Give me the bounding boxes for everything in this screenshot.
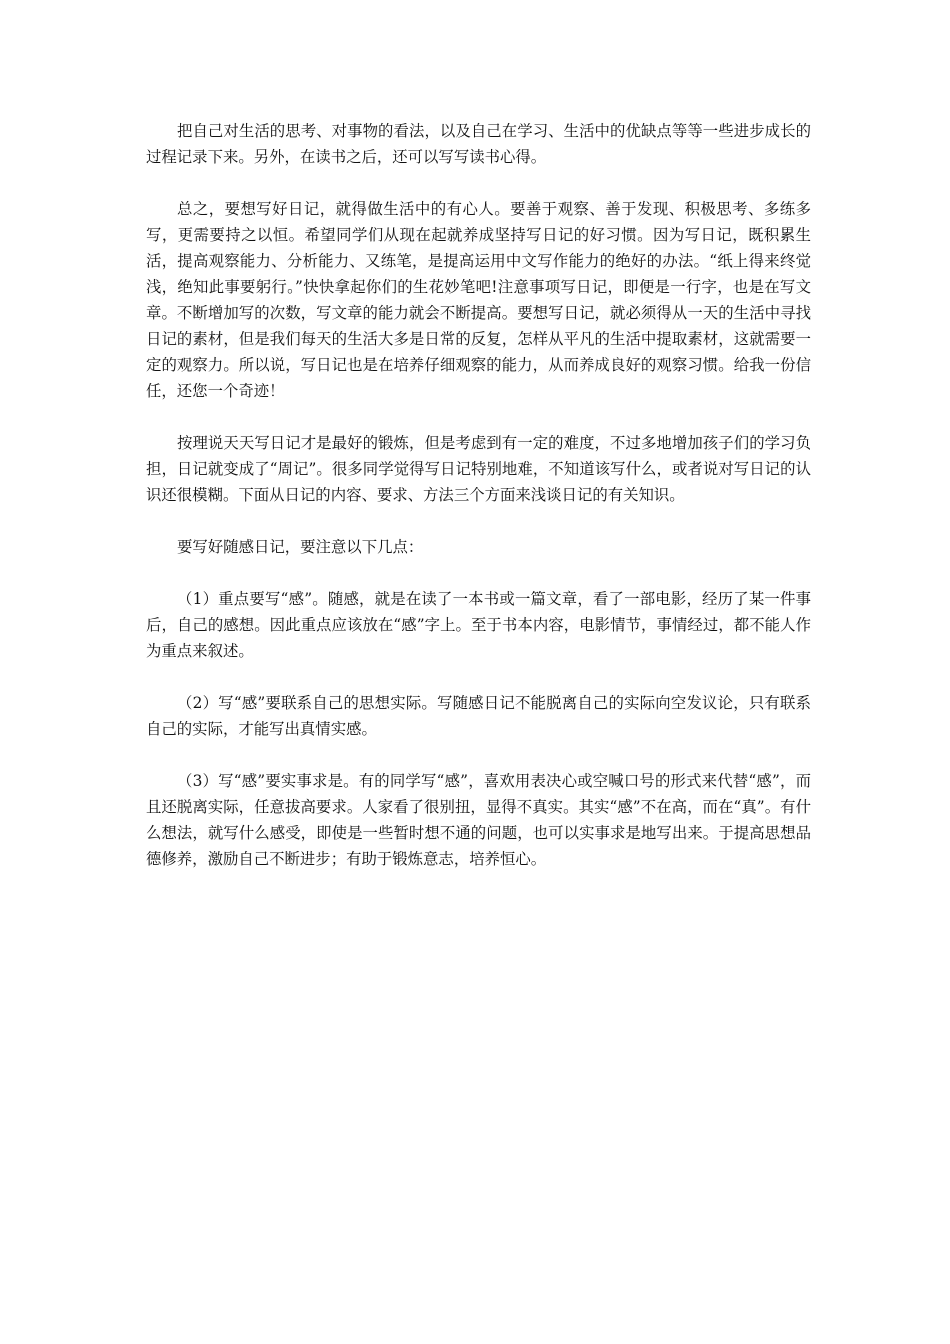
paragraph-7: （3）写“感”要实事求是。有的同学写“感”，喜欢用表决心或空喊口号的形式来代替“感”，而且还脱离实际，任意拔高要求。人家看了很别扭，显得不真实。其实“感”不在高，而在“真”。有什么想法，就写什么感受，即使是一些暂时想不通的问题，也可以实事求是地写出来。于提高思想品德修养，激励自己不断进步；有助于锻炼意志，培养恒心。 (146, 772, 811, 868)
paragraph-5: （1）重点要写“感”。随感，就是在读了一本书或一篇文章，看了一部电影，经历了某一件事后，自己的感想。因此重点应该放在“感”字上。至于书本内容，电影情节，事情经过，都不能人作为重点来叙述。 (146, 590, 811, 660)
paragraph-2: 总之，要想写好日记，就得做生活中的有心人。要善于观察、善于发现、积极思考、多练多写，更需要持之以恒。希望同学们从现在起就养成坚持写日记的好习惯。因为写日记，既积累生活，提高观察能力、分析能力、又练笔，是提高运用中文写作能力的绝好的办法。“纸上得来终觉浅，绝知此事要躬行。”快快拿起你们的生花妙笔吧!注意事项写日记，即便是一行字，也是在写文章。不断增加写的次数，写文章的能力就会不断提高。要想写日记，就必须得从一天的生活中寻找日记的素材，但是我们每天的生活大多是日常的反复，怎样从平凡的生活中提取素材，这就需要一定的观察力。所以说，写日记也是在培养仔细观察的能力，从而养成良好的观察习惯。给我一份信任，还您一个奇迹！ (146, 200, 811, 400)
paragraph-1: 把自己对生活的思考、对事物的看法，以及自己在学习、生活中的优缺点等等一些进步成长的过程记录下来。另外，在读书之后，还可以写写读书心得。 (146, 122, 811, 166)
paragraph-6: （2）写“感”要联系自己的思想实际。写随感日记不能脱离自己的实际向空发议论，只有联系自己的实际，才能写出真情实感。 (146, 694, 811, 738)
paragraph-4: 要写好随感日记，要注意以下几点： (177, 538, 424, 556)
document-body (146, 118, 811, 898)
paragraph-3: 按理说天天写日记才是最好的锻炼，但是考虑到有一定的难度，不过多地增加孩子们的学习负担，日记就变成了“周记”。很多同学觉得写日记特别地难，不知道该写什么，或者说对写日记的认识还很模糊。下面从日记的内容、要求、方法三个方面来浅谈日记的有关知识。 (146, 434, 811, 504)
